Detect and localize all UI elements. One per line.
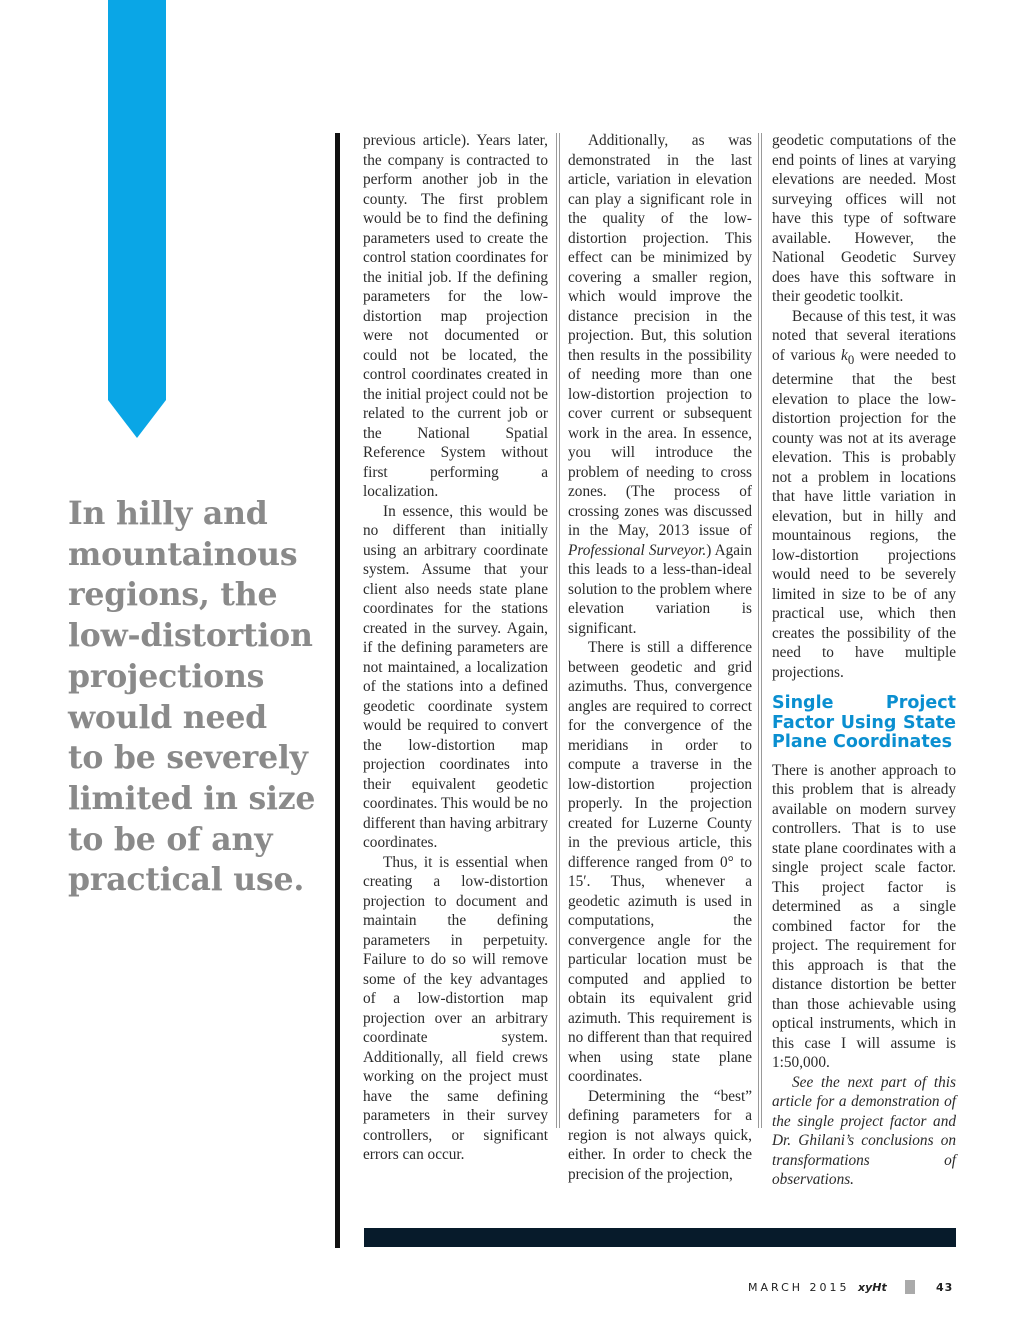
footer-separator-block (905, 1280, 915, 1294)
pull-quote: In hilly and mountainous regions, the low-distortion projections would need to be severely limited in size to be of any practical use. (68, 495, 316, 899)
paragraph: Thus, it is essential when creating a low-distortion projection to document and maintain the defining parameters in perpetuity. Failure to do so will remove some of the key advantages of a low-distortion map projection over an arbitrary coordinate system. Additionally, all field crews working on the project must have the same defining parameters in their survey controllers, or significant errors can occur. (363, 853, 548, 1163)
column-rule-thick (335, 133, 340, 1248)
blue-ribbon-point (108, 400, 166, 438)
paragraph: previous article). Years later, the company is contracted to perform another job in the county. The first problem would be to find the defining parameters used to create the control station coordinates for the initial job. If the defining parameters for the low-distortion map projection were not documented or could not be located, the control coordinates created in the initial project could not be related to the current job or the National Spatial Reference System without first performing a localization. (363, 132, 548, 500)
column-rule-1 (556, 133, 560, 1128)
paragraph: In essence, this would be no different than initially using an arbitrary coordinate system. Assume that your client also needs state plane coordinates for the stations created in the survey. Again, if the defining parameters are not maintained, a localization of the stations into a defined geodetic coordinate system would be required to convert the low-distortion map projection coordinates into their equivalent geodetic coordinates. This would be no different than having arbitrary coordinates. (363, 502, 548, 851)
article-column-1 (363, 131, 548, 1165)
footer-page-number: 43 (936, 1281, 954, 1294)
paragraph: geodetic computations of the end points of lines at varying elevations are needed. Most surveying offices will not have this type of software available. However, the National Geodetic Survey does have this software in their geodetic toolkit. (772, 132, 956, 305)
footer-magazine-name: xyHt (858, 1281, 887, 1294)
bottom-bar-decoration (364, 1228, 956, 1247)
blue-ribbon-decoration (108, 0, 166, 400)
publication-title: Professional Surveyor. (568, 541, 707, 559)
article-column-2 (568, 131, 752, 1184)
paragraph: There is still a difference between geodetic and grid azimuths. Thus, convergence angles are required to correct for the convergence of the meridians in order to compute a traverse in the low-distortion projection properly. In the projection created for Luzerne County in the previous article, this difference ranged from 0° to 15′. Thus, whenever a geodetic azimuth is used in computations, the convergence angle for the particular location must be computed and applied to obtain its equivalent grid azimuth. This requirement is no different than that required when using state plane coordinates. (568, 639, 752, 1085)
paragraph: There is another approach to this problem that is already available on modern survey controllers. That is to use state plane coordinates with a single project scale factor. This project factor is determined as a single combined factor for the project. The requirement for this approach is that the distance distortion be better than those achievable using optical instruments, which in this case I will assume is 1:50,000. (772, 761, 956, 1072)
paragraph: Because of this test, it was noted that several iterations of various $k_0$ were needed to determine that the best elevation to place the low-distortion projection for the county was not at its average elevation. This is probably not a problem in locations that have little variation in elevation, but in hilly and mountainous regions, the low-distortion projections would need to be severely limited in size to be of any practical use, which then creates the possibility of the need to have multiple projections. (772, 307, 956, 681)
paragraph: Additionally, as was demonstrated in the last article, variation in elevation can play a significant role in the quality of the low-distortion projection. This effect can be minimized by covering a smaller region, which would improve the distance precision in the projection. But, this solution then results in the possibility of needing more than one low-distortion projection to cover current or subsequent work in the area. In essence, you will introduce the problem of needing to cross zones. (The process of crossing zones was discussed in the May, 2013 issue of Professional Surveyor.) Again this leads to a less-than-ideal solution to the problem where elevation variation is significant. (568, 132, 752, 637)
article-column-3 (772, 131, 956, 1190)
closing-note: See the next part of this article for a demonstration of the single project factor and Dr. Ghilani’s conclusions on transformations of observations. (772, 1073, 956, 1189)
section-heading: Single Project Factor Using State Plane Coordinates (772, 693, 956, 753)
paragraph: Determining the “best” defining parameters for a region is not always quick, either. In order to check the precision of the projection, (568, 1087, 752, 1183)
column-rule-2 (758, 133, 762, 1128)
footer-issue-date: MARCH 2015 (748, 1281, 850, 1294)
k-symbol: k (841, 346, 848, 364)
